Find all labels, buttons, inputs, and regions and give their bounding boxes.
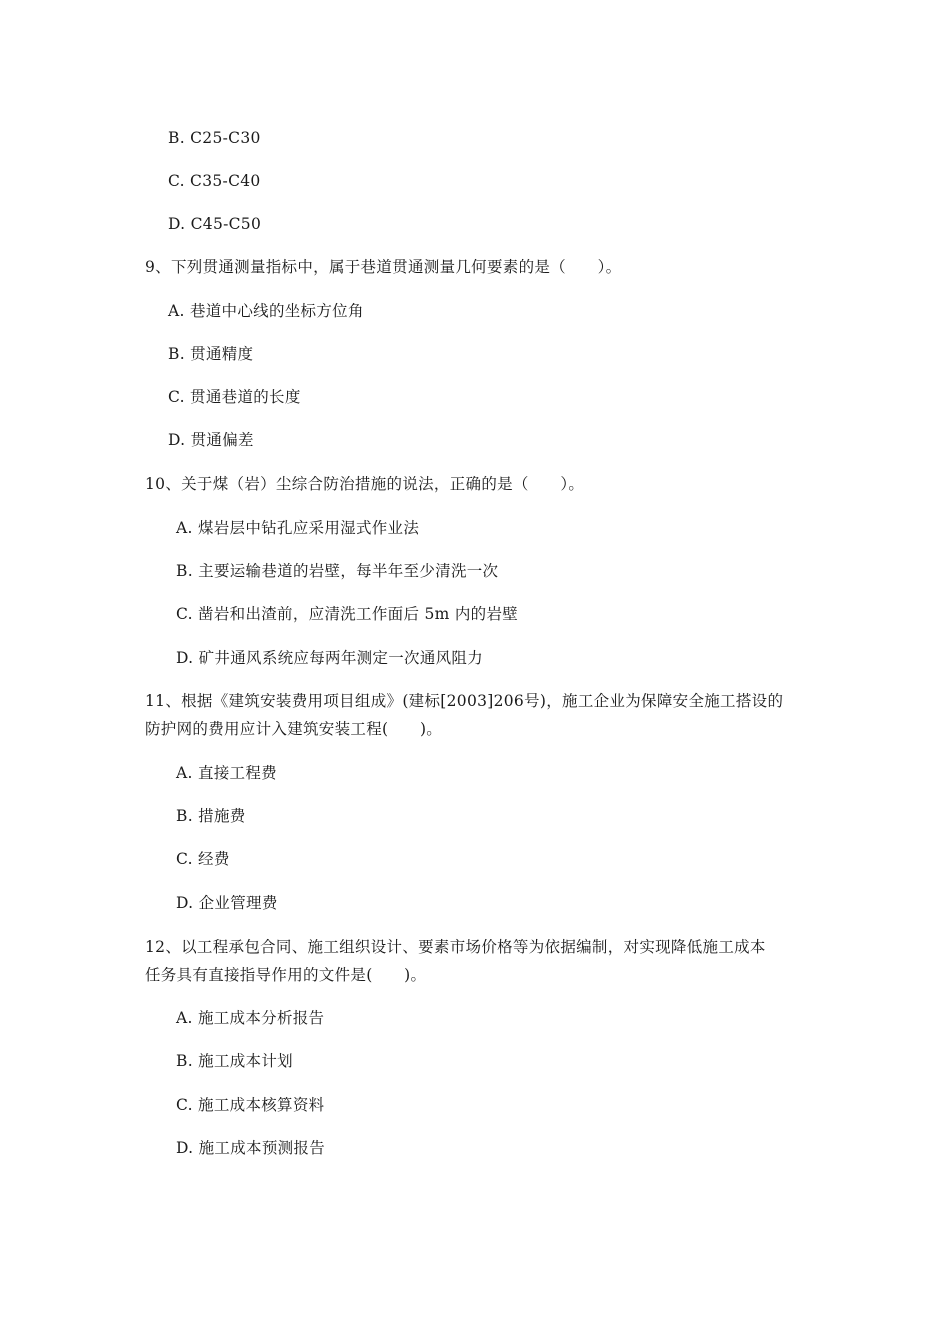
q10-option-c: C. 凿岩和出渣前，应清洗工作面后 5m 内的岩壁 bbox=[176, 605, 519, 623]
q9-stem: 9、下列贯通测量指标中，属于巷道贯通测量几何要素的是（ ）。 bbox=[145, 258, 622, 276]
q11-stem-line2: 防护网的费用应计入建筑安装工程( )。 bbox=[145, 720, 443, 738]
q9-option-d: D. 贯通偏差 bbox=[168, 431, 254, 449]
q11-option-d: D. 企业管理费 bbox=[176, 894, 278, 912]
q11-option-a: A. 直接工程费 bbox=[176, 764, 277, 782]
q8-option-c: C. C35-C40 bbox=[168, 172, 261, 190]
q11-option-c: C. 经费 bbox=[176, 850, 230, 868]
q10-option-b: B. 主要运输巷道的岩壁，每半年至少清洗一次 bbox=[176, 562, 499, 580]
q12-stem-line2: 任务具有直接指导作用的文件是( )。 bbox=[145, 966, 427, 984]
q9-option-c: C. 贯通巷道的长度 bbox=[168, 388, 301, 406]
q10-option-a: A. 煤岩层中钻孔应采用湿式作业法 bbox=[176, 519, 420, 537]
q10-option-d: D. 矿井通风系统应每两年测定一次通风阻力 bbox=[176, 649, 484, 667]
q11-option-b: B. 措施费 bbox=[176, 807, 246, 825]
q8-option-b: B. C25-C30 bbox=[168, 129, 261, 147]
q12-option-a: A. 施工成本分析报告 bbox=[176, 1009, 325, 1027]
q12-stem-line1: 12、以工程承包合同、施工组织设计、要素市场价格等为依据编制，对实现降低施工成本 bbox=[145, 938, 766, 956]
q12-option-c: C. 施工成本核算资料 bbox=[176, 1096, 325, 1114]
q9-option-a: A. 巷道中心线的坐标方位角 bbox=[168, 302, 364, 320]
q12-option-b: B. 施工成本计划 bbox=[176, 1052, 293, 1070]
q9-option-b: B. 贯通精度 bbox=[168, 345, 254, 363]
q11-stem-line1: 11、根据《建筑安装费用项目组成》(建标[2003]206号)，施工企业为保障安全施工搭设的 bbox=[145, 692, 784, 710]
q12-option-d: D. 施工成本预测报告 bbox=[176, 1139, 326, 1157]
q8-option-d: D. C45-C50 bbox=[168, 215, 262, 233]
q10-stem: 10、关于煤（岩）尘综合防治措施的说法，正确的是（ ）。 bbox=[145, 475, 585, 493]
